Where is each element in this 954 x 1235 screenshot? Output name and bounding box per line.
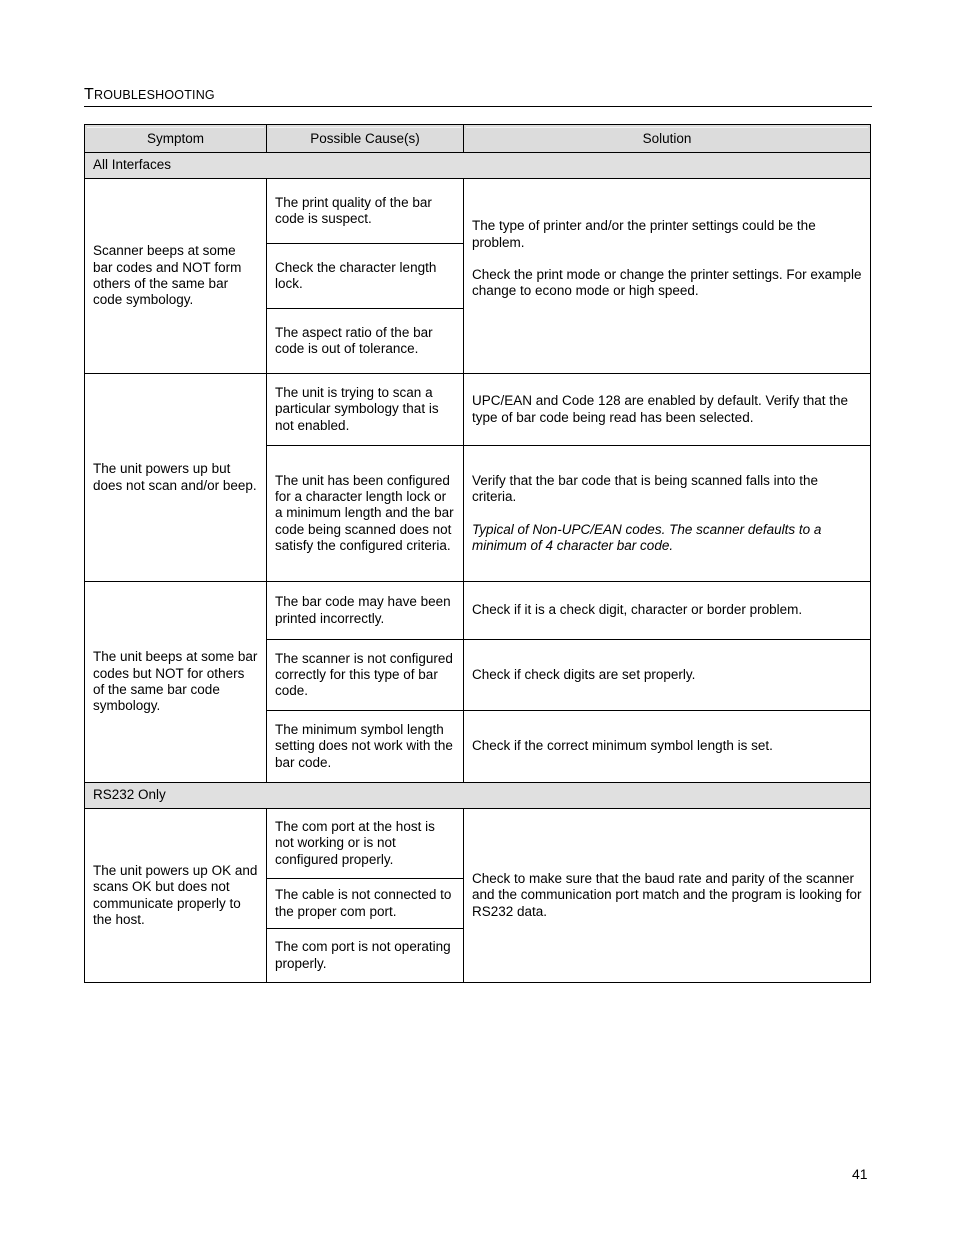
solution-cell <box>464 446 871 582</box>
solution-note: Typical of Non-UPC/EAN codes. The scanner defaults to a minimum of 4 character bar code. <box>472 521 822 553</box>
section-title-rest: ROUBLESHOOTING <box>93 88 215 102</box>
cause-cell: The com port at the host is not working or is not configured properly. <box>267 809 464 879</box>
header-solution: Solution <box>464 125 871 153</box>
solution-cell: UPC/EAN and Code 128 are enabled by default. Verify that the type of bar code being read has been selected. <box>464 374 871 446</box>
section-title-initial: T <box>84 86 94 103</box>
cause-cell: The scanner is not configured correctly for this type of bar code. <box>267 640 464 711</box>
header-symptom: Symptom <box>85 125 267 153</box>
cause-cell: The bar code may have been printed incorrectly. <box>267 582 464 640</box>
solution-cell <box>464 179 871 374</box>
cause-cell: The minimum symbol length setting does not work with the bar code. <box>267 711 464 783</box>
table-row <box>85 582 871 640</box>
band-rs232-only-label: RS232 Only <box>85 783 871 809</box>
band-rs232-only <box>85 783 871 809</box>
band-all-interfaces <box>85 153 871 179</box>
symptom-cell: The unit beeps at some bar codes but NOT for others of the same bar code symbology. <box>85 582 267 783</box>
cause-cell: The print quality of the bar code is suspect. <box>267 179 464 244</box>
section-title <box>84 84 872 107</box>
solution-cell: Check if it is a check digit, character or border problem. <box>464 582 871 640</box>
band-all-interfaces-label: All Interfaces <box>85 153 871 179</box>
cause-cell: The com port is not operating properly. <box>267 929 464 983</box>
table-header-row <box>85 125 871 153</box>
cause-cell: Check the character length lock. <box>267 244 464 309</box>
table-row <box>85 179 871 244</box>
symptom-cell: Scanner beeps at some bar codes and NOT form others of the same bar code symbology. <box>85 179 267 374</box>
cause-cell: The unit has been configured for a character length lock or a minimum length and the bar code being scanned does not satisfy the configured criteria. <box>267 446 464 582</box>
solution-cell: Check to make sure that the baud rate and parity of the scanner and the communication port match and the program is looking for RS232 data. <box>464 809 871 983</box>
solution-cell: Check if check digits are set properly. <box>464 640 871 711</box>
header-possible-causes: Possible Cause(s) <box>267 125 464 153</box>
cause-cell: The unit is trying to scan a particular symbology that is not enabled. <box>267 374 464 446</box>
page-number: 41 <box>852 1166 868 1182</box>
solution-paragraph: The type of printer and/or the printer settings could be the problem. <box>472 218 816 250</box>
solution-paragraph: Verify that the bar code that is being scanned falls into the criteria. <box>472 472 818 505</box>
symptom-cell: The unit powers up but does not scan and/or beep. <box>85 374 267 582</box>
table-row <box>85 374 871 446</box>
solution-cell: Check if the correct minimum symbol length is set. <box>464 711 871 783</box>
cause-cell: The cable is not connected to the proper com port. <box>267 879 464 929</box>
troubleshooting-table <box>84 124 871 983</box>
cause-cell: The aspect ratio of the bar code is out of tolerance. <box>267 309 464 374</box>
table-row <box>85 809 871 879</box>
solution-paragraph: Check the print mode or change the printer settings. For example change to econo mode or high speed. <box>472 267 862 299</box>
symptom-cell: The unit powers up OK and scans OK but does not communicate properly to the host. <box>85 809 267 983</box>
